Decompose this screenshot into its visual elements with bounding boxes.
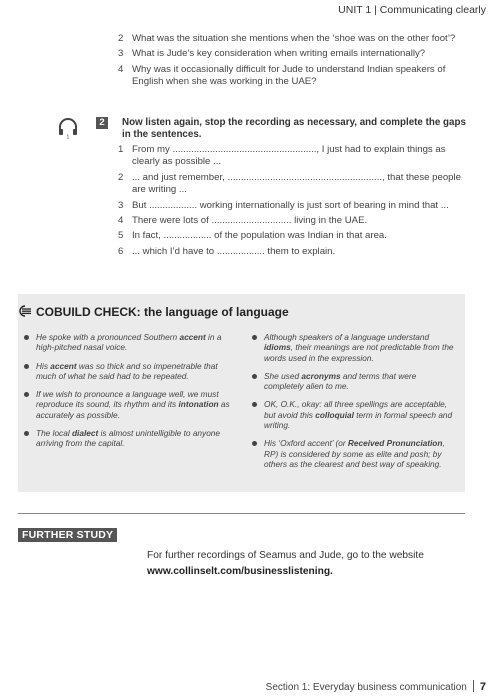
- list-item: [118, 230, 470, 242]
- gap-fill-list: [118, 144, 470, 261]
- item-text: From my ......................................................, I just had to explain things as clearly as possible ...: [132, 144, 446, 168]
- cobuild-title: COBUILD CHECK: the language of language: [36, 305, 289, 319]
- cobuild-icon: [18, 305, 32, 317]
- section-divider: [18, 513, 465, 514]
- bullet-icon: [252, 374, 257, 379]
- bullet-icon: [24, 364, 29, 369]
- question-list-top: [118, 33, 470, 92]
- list-item: [118, 144, 470, 169]
- item-number: 4: [118, 63, 124, 75]
- item-number: 5: [118, 230, 124, 242]
- keyword: Received Pronunciation: [347, 438, 443, 449]
- bullet-icon: [252, 335, 257, 340]
- item-number: 2: [118, 171, 124, 183]
- keyword: dialect: [71, 428, 99, 439]
- item-text: In fact, .................. of the population was Indian in that area.: [132, 230, 387, 242]
- list-item: [118, 33, 470, 45]
- further-study-badge: FURTHER STUDY: [18, 528, 117, 542]
- cobuild-left-column: [22, 332, 237, 457]
- list-item: [118, 200, 470, 212]
- running-header: UNIT 1 | Communicating clearly: [338, 4, 486, 16]
- item-number: 2: [118, 33, 124, 44]
- list-item: [118, 215, 470, 227]
- example-sentence: The local dialect is almost unintelligible to anyone arriving from the capital.: [22, 428, 237, 449]
- bullet-icon: [252, 402, 257, 407]
- exercise-instruction: Now listen again, stop the recording as necessary, and complete the gaps in the sentences.: [122, 117, 466, 141]
- item-number: 6: [118, 245, 124, 257]
- footer-divider: [473, 680, 474, 692]
- further-study-text: [147, 548, 467, 580]
- item-text: There were lots of .............................. living in the UAE.: [132, 215, 368, 227]
- keyword: accent: [50, 360, 77, 371]
- example-sentence: His ‘Oxford accent’ (or Received Pronunciation, RP) is considered by some as elite and posh; by others as the clearest and best way of speaking.: [250, 438, 455, 469]
- example-sentence: OK, O.K., okay: all three spellings are acceptable, but avoid this colloquial term in formal speech and writing.: [250, 399, 455, 430]
- further-study-sentence: For further recordings of Seamus and Jude, go to the website: [147, 550, 424, 561]
- example-sentence: She used acronyms and terms that were completely alien to me.: [250, 371, 455, 392]
- bullet-icon: [24, 431, 29, 436]
- cobuild-right-column: [250, 332, 455, 477]
- item-text: Why was it occasionally difficult for Jude to understand Indian speakers of English when she was working in the UAE?: [132, 63, 446, 88]
- track-number: 1: [66, 134, 70, 139]
- headphones-icon: [57, 117, 79, 139]
- example-sentence: If we wish to pronounce a language well, we must reproduce its sound, its rhythm and its intonation as accurately as possible.: [22, 389, 237, 420]
- bullet-icon: [252, 441, 257, 446]
- example-sentence: He spoke with a pronounced Southern accent in a high-pitched nasal voice.: [22, 332, 237, 353]
- item-number: 1: [118, 144, 124, 155]
- keyword: intonation: [178, 399, 219, 410]
- keyword: colloquial: [315, 409, 354, 420]
- website-link[interactable]: www.collinselt.com/businesslistening.: [147, 566, 333, 577]
- exercise-number-badge: 2: [96, 117, 108, 129]
- example-sentence: Although speakers of a language understand idioms, their meanings are not predictable from the words used in the expression.: [250, 332, 455, 363]
- item-number: 3: [118, 48, 124, 60]
- keyword: acronyms: [301, 370, 341, 381]
- bullet-icon: [24, 335, 29, 340]
- page-number: 7: [479, 681, 486, 693]
- item-text: ... and just remember, .........................................................., that these people are writing ...: [132, 171, 461, 196]
- item-number: 4: [118, 215, 124, 227]
- page-footer: [266, 680, 486, 693]
- keyword: accent: [179, 332, 206, 342]
- item-number: 3: [118, 199, 124, 211]
- example-sentence: His accent was so thick and so impenetrable that much of what he said had to be repeated.: [22, 361, 237, 382]
- item-text: What is Jude’s key consideration when writing emails internationally?: [132, 48, 426, 60]
- item-text: But .................. working internationally is just sort of bearing in mind that ...: [132, 199, 449, 211]
- item-text: What was the situation she mentions when the ‘shoe was on the other foot’?: [132, 33, 456, 44]
- list-item: [118, 172, 470, 197]
- keyword: idioms: [264, 342, 291, 353]
- list-item: [118, 246, 470, 258]
- bullet-icon: [24, 392, 29, 397]
- list-item: [118, 64, 470, 89]
- list-item: [118, 48, 470, 60]
- item-text: ... which I’d have to .................. them to explain.: [132, 245, 336, 257]
- footer-section-title: Section 1: Everyday business communication: [265, 682, 467, 693]
